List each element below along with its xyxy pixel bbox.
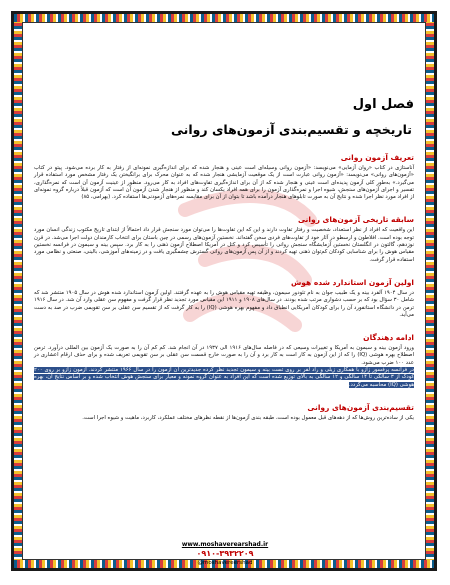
website-link[interactable]: www.moshaverearshad.ir [181, 541, 269, 548]
section-heading-first-intelligence-test: اولین آزمون استاندارد شده هوش [290, 277, 414, 287]
section-heading-definition: تعریف آزمون روانی [340, 153, 414, 162]
instagram-handle: @moshavereershad [197, 560, 253, 566]
section-paragraph: یکی از ساده‌ترین روش‌ها که از دهه‌های قبل معمول بوده است، طبقه بندی آزمون‌ها از نقطه نظرهای مختلف عملکرد، کاربرد، ماهیت و شیوه اجرا است. [82, 414, 414, 421]
section-paragraph: این واقعیت که افراد از نظر استعداد، شخصیت و رفتار تفاوت دارند و این که این تفاوت‌ها را می‌توان مورد سنجش قرار داد احتمالاً از ابتدای تاریخ مکتوب زندگی انسان مورد توجه بوده است. افلاطون و ارسطو در آثار خود از تفاوت‌های فردی سخن گفته‌اند. نخستین آزمون‌های رسمی در چین باستان برای انتخاب کارمندان دولت اجرا می‌شد. در قرن نوزدهم، گالتون در انگلستان نخستین آزمایشگاه سنجش روانی را تأسیس کرد و کتل در آمریکا اصطلاح آزمون ذهنی را به کار برد. سپس بینه و سیمون در فرانسه نخستین مقیاس هوش را برای شناسایی کودکان کم‌توان ذهنی تهیه کردند و از آن پس آزمون‌های روانی گسترش چشمگیری یافت و در زمینه‌های آموزشی، بالینی، صنعتی و نظامی مورد استفاده قرار گرفت. [34, 227, 414, 263]
document-body [30, 30, 420, 562]
chapter-heading: فصل اول [352, 97, 414, 112]
section-paragraph: ورود آزمون بینه و سیمون به آمریکا و تغییرات وسیعی که در فاصله سال‌های ۱۹۱۶ الی ۱۹۳۷ در آن انجام شد. کم کم آن را به صورت یک آزمون بین المللی درآورد. ترمن اصطلاح بهره هوشی (IQ) را که از این آزمون به کار است به کار برد و آن را به صورت خارج قسمت سن عقلی بر سن تقویمی تعریف شده و برای حذف ارقام اعشاری در عدد ۱۰۰ ضرب می‌شود. [34, 345, 414, 366]
section-heading-successors: ادامه دهندگان [363, 333, 414, 343]
section-heading-history: سابقه تاریخی آزمون‌های روانی [297, 215, 414, 225]
phone-number: ۰۹۱۰-۳۹۳۲۲۰۹ [196, 549, 254, 558]
highlighted-text: در فرانسه پرفسور زازو با همکاری زیلی و راد لفر بر روی تست بینه و سیمون تجدید نظر کرده جدیدترین آن آزمون را در سال ۱۹۶۶ منتشر کردند. آزمون زازو بر روی ۲۰۰ کودک از ۳ سالگی تا ۱۴ سالگی و ۱۲ سالگی به بالای توزیع شده است که این افراد به عنوان گروه نمونه و معیار برای سنجش هوش انتخاب شده و بر اساس نتایج آن، بهره هوشی (IQ) محاسبه می‌گردد. [34, 367, 414, 388]
section-paragraph: آناستازی در کتاب «روان آزمایی» می‌نویسد: «آزمون روانی وسیله‌ای است عینی و هنجار شده که برای اندازه‌گیری نمونه‌ای از رفتار به کار برده می‌شود. پیتو در کتاب «آزمون‌های روانی» می‌نویسد: «آزمون روانی عبارت است از یک موقعیت آزمایشی هنجار شده که به عنوان محرک برای برانگیختن یک رفتار مشخص مورد استفاده قرار می‌گیرد.» به‌طور کلی آزمون پدیده‌ای است عینی و هنجار شده که از آن برای اندازه‌گیری تفاوت‌های افراد به کار می‌رود. منظور از عینیت آزمون آن است که نمره‌گذاری، تفسیر و اجرای آزمون‌های سنجش، شیوه اجرا و نمره‌گذاری آزمون را برای همه افراد یکسان کند و منظور از هنجار شدن آزمون آن است که آزمون قبلاً درباره گروه نمونه‌ای از افراد مورد نظر اجرا شده و نتایج آن به صورت تابلوهای هنجار درآمده باشد تا بتوان از آن برای مقایسه نمره‌های آزمودنی‌ها استفاده کرد. (بهرامی، ۸۵) [34, 165, 414, 201]
page-title: تاریخچه و تقسیم‌بندی آزمون‌های روانی [171, 122, 412, 137]
section-heading-classification: تقسیم‌بندی آزمون‌های روانی [307, 402, 414, 412]
section-paragraph: در سال ۱۹۰۴ آلفرد بینه و یک طبیب جوان به نام تئودور سیمون، وظیفه تهیه مقیاس هوش را به عهده گرفتند. اولین آزمون استاندارد شده هوش در سال ۱۹۰۵ منتشر شد که شامل ۳۰ سؤال بود که بر حسب دشواری مرتب شده بودند. در سال‌های ۱۹۰۸ و ۱۹۱۱ این مقیاس مورد تجدید نظر قرار گرفت و مفهوم سن عقلی وارد آن شد. در سال ۱۹۱۶ ترمن در دانشگاه استانفورد آن را برای کودکان آمریکایی انطباق داد و مفهوم بهره هوشی (IQ) را به کار گرفت که از تقسیم سن عقلی بر سن تقویمی ضرب در صد به دست می‌آید. [34, 289, 414, 318]
